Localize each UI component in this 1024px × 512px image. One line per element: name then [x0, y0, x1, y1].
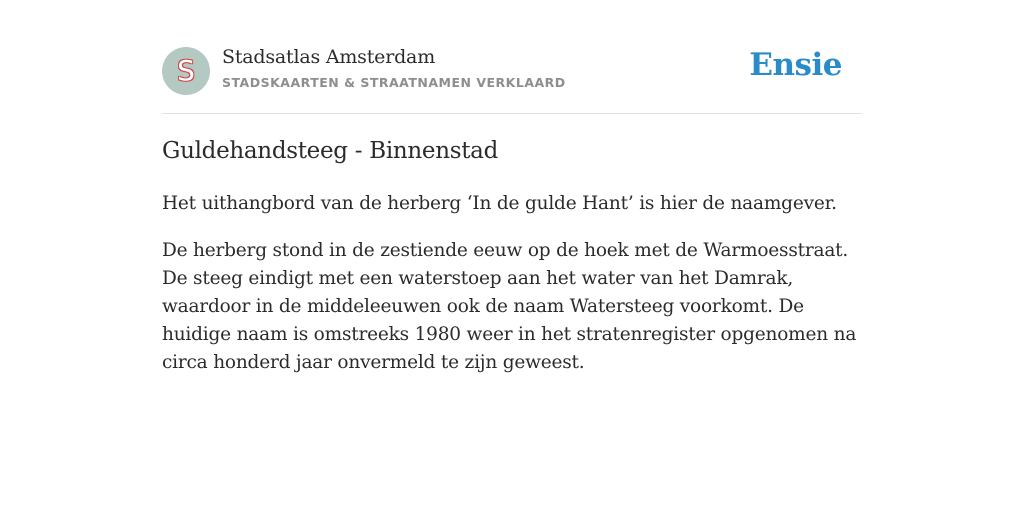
site-title[interactable]: Stadsatlas Amsterdam: [222, 46, 436, 68]
page-title: Guldehandsteeg - Binnenstad: [162, 138, 499, 164]
article-paragraph: De herberg stond in de zestiende eeuw op de hoek met de Warmoesstraat. De steeg eindigt met een waterstoep aan het water van het Damrak, waardoor in de middeleeuwen ook de naam Watersteeg voorkomt. De huidige naam is omstreeks 1980 weer in het stratenregister opgenomen na circa honderd jaar onvermeld te zijn geweest.: [162, 240, 857, 373]
brand-logo-link[interactable]: Ensie: [749, 47, 842, 83]
avatar[interactable]: [162, 47, 210, 95]
site-header: [162, 0, 862, 114]
article-paragraph: Het uithangbord van de herberg ‘In de gulde Hant’ is hier de naamgever.: [162, 193, 837, 214]
page: [162, 0, 862, 373]
avatar-letter: S: [177, 54, 195, 87]
site-subtitle: STADSKAARTEN & STRAATNAMEN VERKLAARD: [222, 75, 566, 90]
